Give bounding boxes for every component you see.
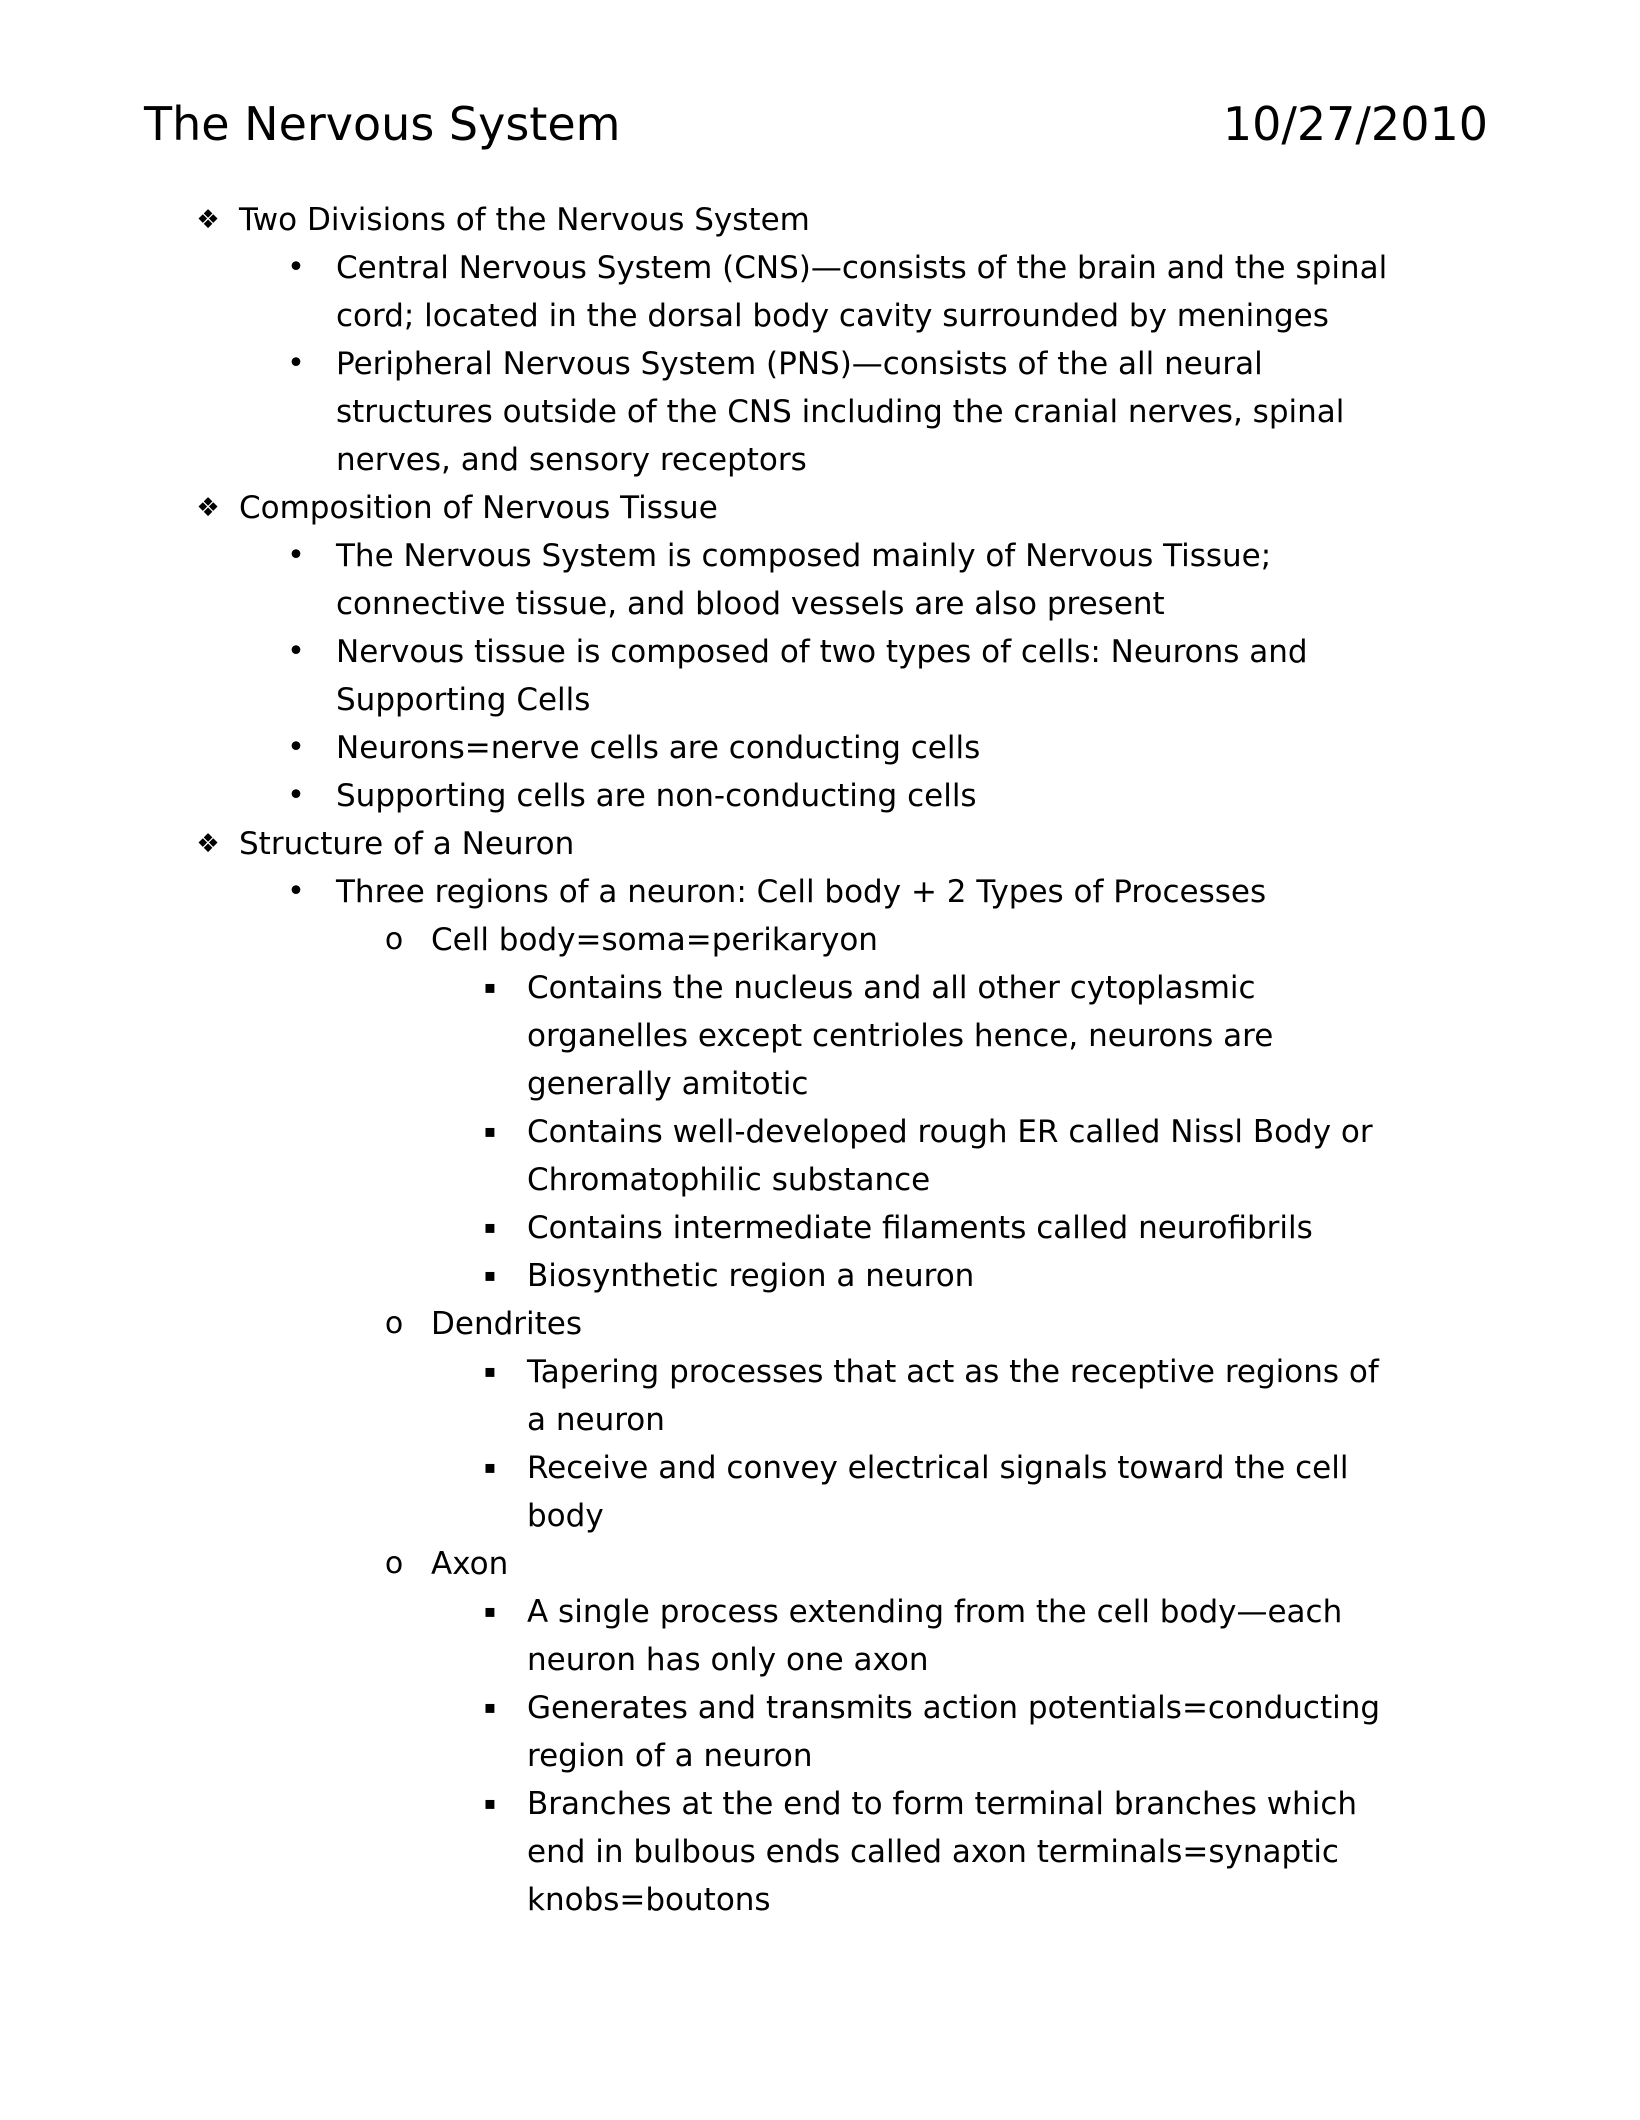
outline-item-text bbox=[336, 628, 1436, 724]
text-line: nerves, and sensory receptors bbox=[336, 442, 807, 478]
text-line: Nervous tissue is composed of two types of cells: Neurons and bbox=[336, 634, 1308, 670]
text-line: Contains well-developed rough ER called Nissl Body or bbox=[527, 1114, 1373, 1150]
outline-item-text bbox=[527, 1108, 1427, 1204]
diamond-bullet-icon: ❖ bbox=[196, 205, 220, 235]
outline-item-text bbox=[527, 1444, 1427, 1540]
text-line: Axon bbox=[431, 1546, 509, 1582]
outline-item-text bbox=[336, 244, 1436, 340]
circle-bullet-icon: o bbox=[384, 1306, 404, 1341]
text-line: Two Divisions of the Nervous System bbox=[239, 202, 810, 238]
square-bullet-icon: ▪ bbox=[483, 1121, 497, 1142]
text-line: a neuron bbox=[527, 1402, 665, 1438]
outline-item-level-4 bbox=[0, 1780, 1640, 1924]
text-line: Contains the nucleus and all other cytoplasmic bbox=[527, 970, 1256, 1006]
square-bullet-icon: ▪ bbox=[483, 977, 497, 998]
text-line: Tapering processes that act as the receptive regions of bbox=[527, 1354, 1379, 1390]
text-line: connective tissue, and blood vessels are also present bbox=[336, 586, 1165, 622]
outline-item-level-4 bbox=[0, 1588, 1640, 1684]
text-line: generally amitotic bbox=[527, 1066, 809, 1102]
text-line: cord; located in the dorsal body cavity surrounded by meninges bbox=[336, 298, 1329, 334]
outline-item-level-2 bbox=[0, 724, 1640, 772]
text-line: Central Nervous System (CNS)—consists of the brain and the spinal bbox=[336, 250, 1388, 286]
text-line: Supporting cells are non-conducting cells bbox=[336, 778, 977, 814]
outline-item-level-4 bbox=[0, 1108, 1640, 1204]
text-line: Neurons=nerve cells are conducting cells bbox=[336, 730, 981, 766]
text-line: Branches at the end to form terminal branches which bbox=[527, 1786, 1358, 1822]
outline-item-text bbox=[239, 484, 1419, 532]
text-line: structures outside of the CNS including the cranial nerves, spinal bbox=[336, 394, 1345, 430]
outline-item-text bbox=[527, 1204, 1427, 1252]
outline-item-level-4 bbox=[0, 1684, 1640, 1780]
text-line: Receive and convey electrical signals toward the cell bbox=[527, 1450, 1349, 1486]
circle-bullet-icon: o bbox=[384, 922, 404, 957]
outline-item-level-2 bbox=[0, 532, 1640, 628]
round-bullet-icon: • bbox=[287, 778, 305, 813]
text-line: Cell body=soma=perikaryon bbox=[431, 922, 878, 958]
text-line: Composition of Nervous Tissue bbox=[239, 490, 718, 526]
square-bullet-icon: ▪ bbox=[483, 1601, 497, 1622]
text-line: Three regions of a neuron: Cell body + 2 Types of Processes bbox=[336, 874, 1267, 910]
text-line: Dendrites bbox=[431, 1306, 583, 1342]
outline-item-level-4 bbox=[0, 964, 1640, 1108]
text-line: Supporting Cells bbox=[336, 682, 591, 718]
text-line: The Nervous System is composed mainly of Nervous Tissue; bbox=[336, 538, 1272, 574]
outline-item-text bbox=[527, 1780, 1427, 1924]
outline-item-text bbox=[336, 772, 1436, 820]
outline-item-text bbox=[527, 1588, 1427, 1684]
square-bullet-icon: ▪ bbox=[483, 1217, 497, 1238]
square-bullet-icon: ▪ bbox=[483, 1457, 497, 1478]
round-bullet-icon: • bbox=[287, 730, 305, 765]
page-title: The Nervous System bbox=[144, 97, 621, 151]
diamond-bullet-icon: ❖ bbox=[196, 829, 220, 859]
outline-item-text bbox=[527, 1252, 1427, 1300]
square-bullet-icon: ▪ bbox=[483, 1361, 497, 1382]
text-line: organelles except centrioles hence, neurons are bbox=[527, 1018, 1274, 1054]
outline-item-level-4 bbox=[0, 1444, 1640, 1540]
outline-item-level-1 bbox=[0, 484, 1640, 532]
outline-item-level-4 bbox=[0, 1204, 1640, 1252]
outline-item-level-4 bbox=[0, 1252, 1640, 1300]
page-date: 10/27/2010 bbox=[1222, 97, 1488, 151]
circle-bullet-icon: o bbox=[384, 1546, 404, 1581]
diamond-bullet-icon: ❖ bbox=[196, 493, 220, 523]
outline-item-text bbox=[239, 196, 1419, 244]
round-bullet-icon: • bbox=[287, 346, 305, 381]
outline-item-level-2 bbox=[0, 868, 1640, 916]
document-header bbox=[144, 92, 1488, 156]
text-line: neuron has only one axon bbox=[527, 1642, 929, 1678]
text-line: end in bulbous ends called axon terminals=synaptic bbox=[527, 1834, 1339, 1870]
outline-item-text bbox=[336, 532, 1436, 628]
round-bullet-icon: • bbox=[287, 250, 305, 285]
outline-item-text bbox=[336, 340, 1436, 484]
text-line: Generates and transmits action potentials=conducting bbox=[527, 1690, 1381, 1726]
text-line: Contains intermediate filaments called neurofibrils bbox=[527, 1210, 1313, 1246]
outline-item-text bbox=[527, 1684, 1427, 1780]
text-line: Biosynthetic region a neuron bbox=[527, 1258, 975, 1294]
outline-item-level-3 bbox=[0, 916, 1640, 964]
outline-item-level-2 bbox=[0, 244, 1640, 340]
outline-item-text bbox=[336, 724, 1436, 772]
outline-item-level-3 bbox=[0, 1300, 1640, 1348]
text-line: knobs=boutons bbox=[527, 1882, 771, 1918]
square-bullet-icon: ▪ bbox=[483, 1265, 497, 1286]
round-bullet-icon: • bbox=[287, 538, 305, 573]
round-bullet-icon: • bbox=[287, 634, 305, 669]
text-line: body bbox=[527, 1498, 604, 1534]
outline-item-text bbox=[336, 868, 1436, 916]
outline-item-text bbox=[239, 820, 1419, 868]
round-bullet-icon: • bbox=[287, 874, 305, 909]
text-line: region of a neuron bbox=[527, 1738, 813, 1774]
outline-item-text bbox=[527, 1348, 1427, 1444]
outline-item-level-2 bbox=[0, 628, 1640, 724]
square-bullet-icon: ▪ bbox=[483, 1793, 497, 1814]
outline-item-level-4 bbox=[0, 1348, 1640, 1444]
outline-item-text bbox=[431, 916, 1431, 964]
outline-item-text bbox=[431, 1300, 1431, 1348]
notes-outline bbox=[0, 196, 1640, 1924]
outline-item-level-1 bbox=[0, 820, 1640, 868]
outline-item-text bbox=[527, 964, 1427, 1108]
text-line: A single process extending from the cell body—each bbox=[527, 1594, 1343, 1630]
outline-item-level-1 bbox=[0, 196, 1640, 244]
text-line: Structure of a Neuron bbox=[239, 826, 575, 862]
outline-item-level-3 bbox=[0, 1540, 1640, 1588]
outline-item-text bbox=[431, 1540, 1431, 1588]
text-line: Peripheral Nervous System (PNS)—consists of the all neural bbox=[336, 346, 1263, 382]
outline-item-level-2 bbox=[0, 340, 1640, 484]
text-line: Chromatophilic substance bbox=[527, 1162, 931, 1198]
square-bullet-icon: ▪ bbox=[483, 1697, 497, 1718]
outline-item-level-2 bbox=[0, 772, 1640, 820]
